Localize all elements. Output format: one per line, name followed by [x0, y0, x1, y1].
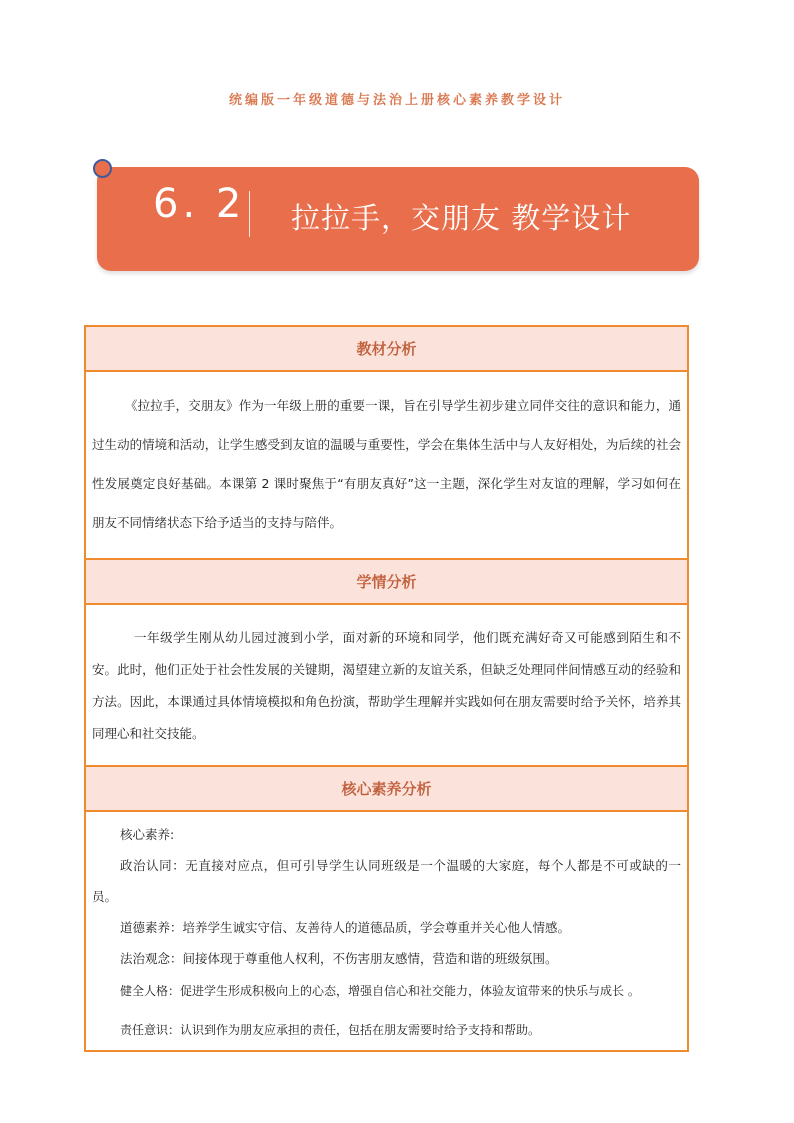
- literacy-intro: 核心素养:: [120, 827, 175, 842]
- lesson-title: 拉拉手，交朋友 教学设计: [291, 201, 632, 235]
- lesson-title-banner: [97, 167, 699, 271]
- literacy-political-identity: 政治认同：无直接对应点，但可引导学生认同班级是一个温暖的大家庭，每个人都是不可或缺的一员。: [92, 858, 681, 904]
- document-header-title: 统编版一年级道德与法治上册核心素养教学设计: [228, 93, 565, 108]
- banner-decoration-dot: [93, 159, 112, 178]
- literacy-responsibility: 责任意识：认识到作为朋友应承担的责任，包括在朋友需要时给予支持和帮助。: [120, 1023, 541, 1037]
- lesson-number: 6. 2: [153, 181, 246, 227]
- section-heading-students: 学情分析: [86, 560, 687, 605]
- literacy-moral: 道德素养：培养学生诚实守信、友善待人的道德品质，学会尊重并关心他人情感。: [120, 920, 571, 935]
- section-body-textbook: [86, 372, 687, 560]
- section-body-literacy: [86, 812, 687, 1050]
- section-heading-literacy: 核心素养分析: [86, 767, 687, 812]
- literacy-law-awareness: 法治观念：间接体现于尊重他人权利，不伤害朋友感情，营造和谐的班级氛围。: [120, 951, 558, 966]
- analysis-table: [84, 325, 689, 1052]
- student-analysis-paragraph: 一年级学生刚从幼儿园过渡到小学，面对新的环境和同学，他们既充满好奇又可能感到陌生和不安。此时，他们正处于社会性发展的关键期，渴望建立新的友谊关系，但缺乏处理同伴间情感互动的经验和方法。因此，本课通过具体情境模拟和角色扮演，帮助学生理解并实践如何在朋友需要时给予关怀，培养其同理心和社交技能。: [92, 630, 681, 741]
- textbook-analysis-paragraph: 《拉拉手，交朋友》作为一年级上册的重要一课，旨在引导学生初步建立同伴交往的意识和能力，通过生动的情境和活动，让学生感受到友谊的温暖与重要性，学会在集体生活中与人友好相处，为后续的社会性发展奠定良好基础。本课第 2 课时聚焦于“有朋友真好”这一主题，深化学生对友谊的理解，学习如何在朋友不同情绪状态下给予适当的支持与陪伴。: [92, 398, 681, 530]
- section-heading-textbook: 教材分析: [86, 327, 687, 372]
- section-body-students: [86, 605, 687, 767]
- banner-divider: [249, 191, 250, 237]
- literacy-healthy-personality: 健全人格：促进学生形成积极向上的心态，增强自信心和社交能力，体验友谊带来的快乐与成长 。: [120, 984, 640, 998]
